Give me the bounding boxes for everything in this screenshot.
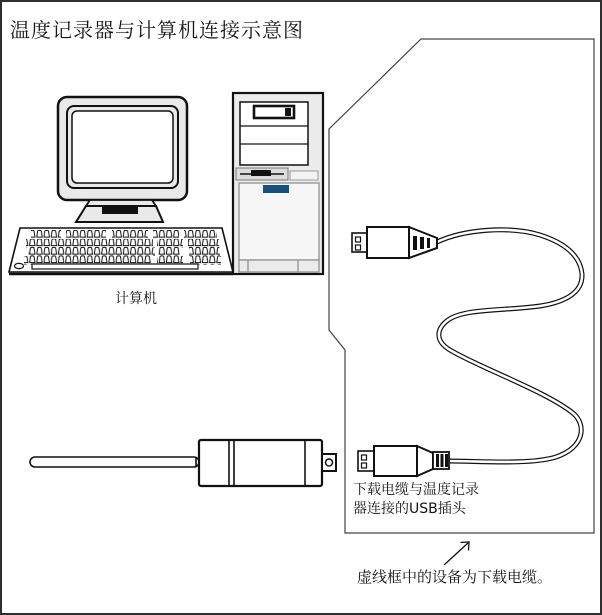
key-row [24, 256, 151, 265]
brand-badge [263, 185, 289, 193]
usb-plug-note-line1: 下载电缆与温度记录 [353, 482, 479, 498]
recorder-body [199, 440, 322, 486]
key-row [31, 230, 61, 239]
computer-monitor [58, 97, 187, 222]
key-row [112, 230, 148, 239]
recorder-probe [30, 457, 199, 467]
key-row [189, 248, 220, 257]
diagram-title: 温度记录器与计算机连接示意图 [10, 18, 304, 42]
usb-plug-note-line2: 器连接的USB插头 [353, 501, 466, 517]
usb-plug-body [367, 227, 409, 258]
floppy-eject-button [290, 171, 318, 180]
key-row [153, 230, 179, 239]
computer-keyboard [9, 228, 233, 274]
key-row [157, 239, 183, 248]
callout-arrow [444, 542, 469, 565]
usb-plug-bottom [358, 446, 449, 476]
computer-tower [233, 93, 323, 274]
key-row [158, 248, 180, 257]
monitor-base-slot [102, 207, 138, 214]
download-cable [352, 227, 582, 476]
key-row [26, 239, 153, 248]
temperature-recorder [30, 440, 336, 486]
tower-foot-strip [239, 260, 319, 272]
keyboard-foot [15, 263, 24, 268]
callout-note: 虚线框中的设备为下载电缆。 [357, 568, 553, 586]
cable-outline [437, 230, 582, 462]
usb-plug-body [374, 446, 417, 476]
usb-plug-top [352, 227, 437, 258]
cable-inner [437, 230, 582, 462]
spacebar [32, 264, 198, 269]
key-row [157, 256, 183, 265]
key-row [184, 230, 217, 239]
tower-front-panel [239, 183, 319, 260]
key-row [66, 230, 106, 239]
computer-label: 计算机 [115, 291, 157, 307]
key-row [28, 248, 155, 257]
usb-strain-relief [417, 446, 433, 476]
key-row [190, 256, 221, 265]
recorder-socket-hole [326, 459, 333, 466]
usb-plug-note [353, 481, 479, 519]
cd-drive-button [285, 108, 291, 116]
monitor-screen [72, 111, 173, 183]
key-row [188, 239, 219, 248]
